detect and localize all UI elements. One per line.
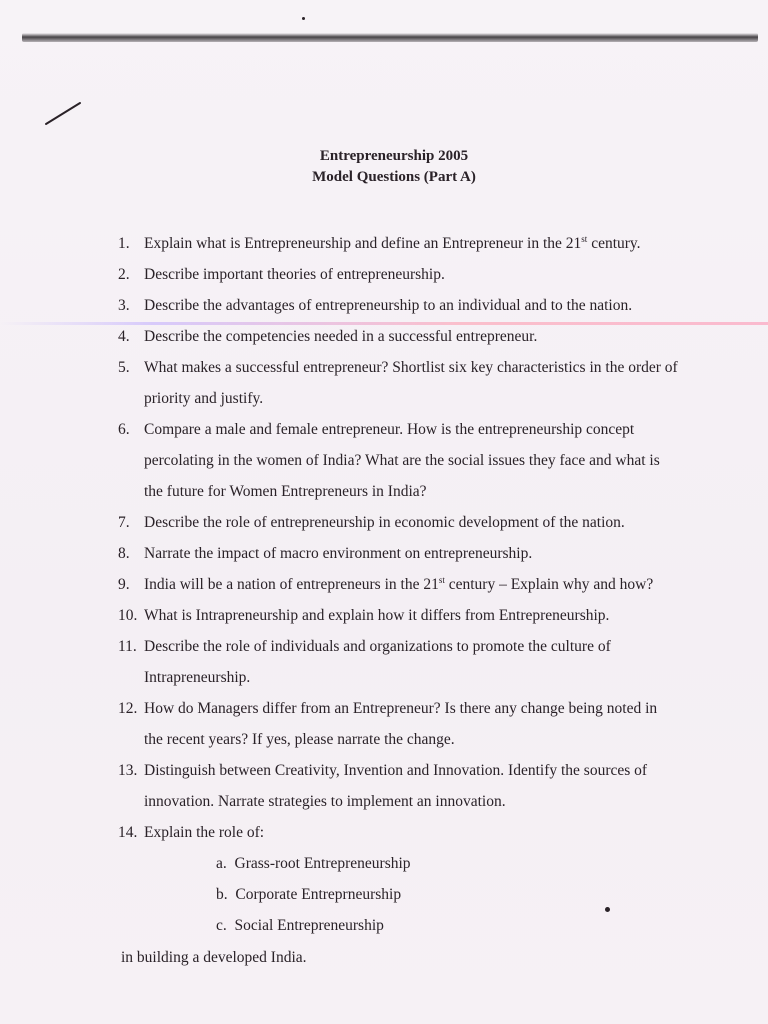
sub-item-text: Corporate Entreprneurship bbox=[235, 886, 402, 903]
question-item bbox=[118, 321, 678, 352]
sub-item bbox=[194, 848, 678, 879]
question-number: 8. bbox=[118, 545, 130, 562]
question-text: Compare a male and female entrepreneur. How is the entrepreneurship concept percolating in the women of India? What are the social issues they face and what is the future for Women Entrepreneurs in India? bbox=[144, 421, 660, 500]
question-item bbox=[118, 414, 678, 507]
question-number: 2. bbox=[118, 266, 130, 283]
question-text: Explain the role of: bbox=[144, 824, 265, 841]
question-text-end: century – Explain why and how? bbox=[444, 576, 654, 593]
question-number: 10. bbox=[118, 607, 138, 624]
question-text-end: century. bbox=[587, 235, 641, 252]
ordinal-suffix: st bbox=[581, 233, 588, 244]
question-item bbox=[118, 817, 678, 941]
question-item bbox=[118, 259, 678, 290]
question-item bbox=[118, 352, 678, 414]
question-number: 4. bbox=[118, 328, 130, 345]
sub-item-letter: a. bbox=[216, 855, 227, 872]
question-text: How do Managers differ from an Entrepreneur? Is there any change being noted in the recent years? If yes, please narrate the change. bbox=[144, 700, 658, 748]
question-text: Distinguish between Creativity, Invention and Innovation. Identify the sources of innovation. Narrate strategies to implement an innovation. bbox=[144, 762, 648, 810]
document-title: Entrepreneurship 2005 bbox=[319, 148, 469, 164]
scan-edge-shadow bbox=[22, 33, 758, 42]
document-subtitle: Model Questions (Part A) bbox=[312, 169, 476, 185]
question-item bbox=[118, 631, 678, 693]
question-item bbox=[118, 507, 678, 538]
sub-item-text: Social Entrepreneurship bbox=[234, 917, 384, 934]
question-text: What makes a successful entrepreneur? Shortlist six key characteristics in the order of priority and justify. bbox=[144, 359, 678, 407]
question-item bbox=[118, 693, 678, 755]
question-number: 11. bbox=[118, 638, 137, 655]
question-item bbox=[118, 538, 678, 569]
question-text: Describe the advantages of entrepreneurship to an individual and to the nation. bbox=[144, 297, 633, 314]
document-header bbox=[0, 146, 768, 188]
sub-item-letter: b. bbox=[216, 886, 228, 903]
sub-item bbox=[194, 879, 678, 910]
pen-tick-mark bbox=[44, 100, 82, 126]
question-text: Explain what is Entrepreneurship and define an Entrepreneur in the 21 bbox=[144, 235, 582, 252]
question-number: 5. bbox=[118, 359, 130, 376]
question-text: What is Intrapreneurship and explain how it differs from Entrepreneurship. bbox=[144, 607, 610, 624]
question-text: Describe the role of entrepreneurship in economic development of the nation. bbox=[144, 514, 625, 531]
sub-item-text: Grass-root Entrepreneurship bbox=[234, 855, 411, 872]
closing-line: in building a developed India. bbox=[121, 949, 307, 966]
question-item bbox=[118, 600, 678, 631]
question-number: 9. bbox=[118, 576, 130, 593]
question-text: India will be a nation of entrepreneurs in the 21 bbox=[144, 576, 439, 593]
question-number: 3. bbox=[118, 297, 130, 314]
ink-speck bbox=[302, 17, 305, 20]
question-text: Describe important theories of entrepreneurship. bbox=[144, 266, 445, 283]
sub-item bbox=[194, 910, 678, 941]
question-number: 6. bbox=[118, 421, 130, 438]
ordinal-suffix: st bbox=[438, 574, 445, 585]
question-item bbox=[118, 290, 678, 321]
question-number: 13. bbox=[118, 762, 138, 779]
question-item bbox=[118, 228, 678, 259]
sub-item-letter: c. bbox=[216, 917, 227, 934]
question-text: Describe the competencies needed in a successful entrepreneur. bbox=[144, 328, 538, 345]
question-number: 12. bbox=[118, 700, 138, 717]
sub-item-list bbox=[144, 848, 678, 941]
question-item bbox=[118, 755, 678, 817]
question-text: Narrate the impact of macro environment on entrepreneurship. bbox=[144, 545, 533, 562]
question-number: 14. bbox=[118, 824, 138, 841]
question-list bbox=[118, 228, 678, 941]
question-number: 7. bbox=[118, 514, 130, 531]
question-item bbox=[118, 569, 678, 600]
question-number: 1. bbox=[118, 235, 130, 252]
question-text: Describe the role of individuals and organizations to promote the culture of Intrapreneurship. bbox=[144, 638, 611, 686]
